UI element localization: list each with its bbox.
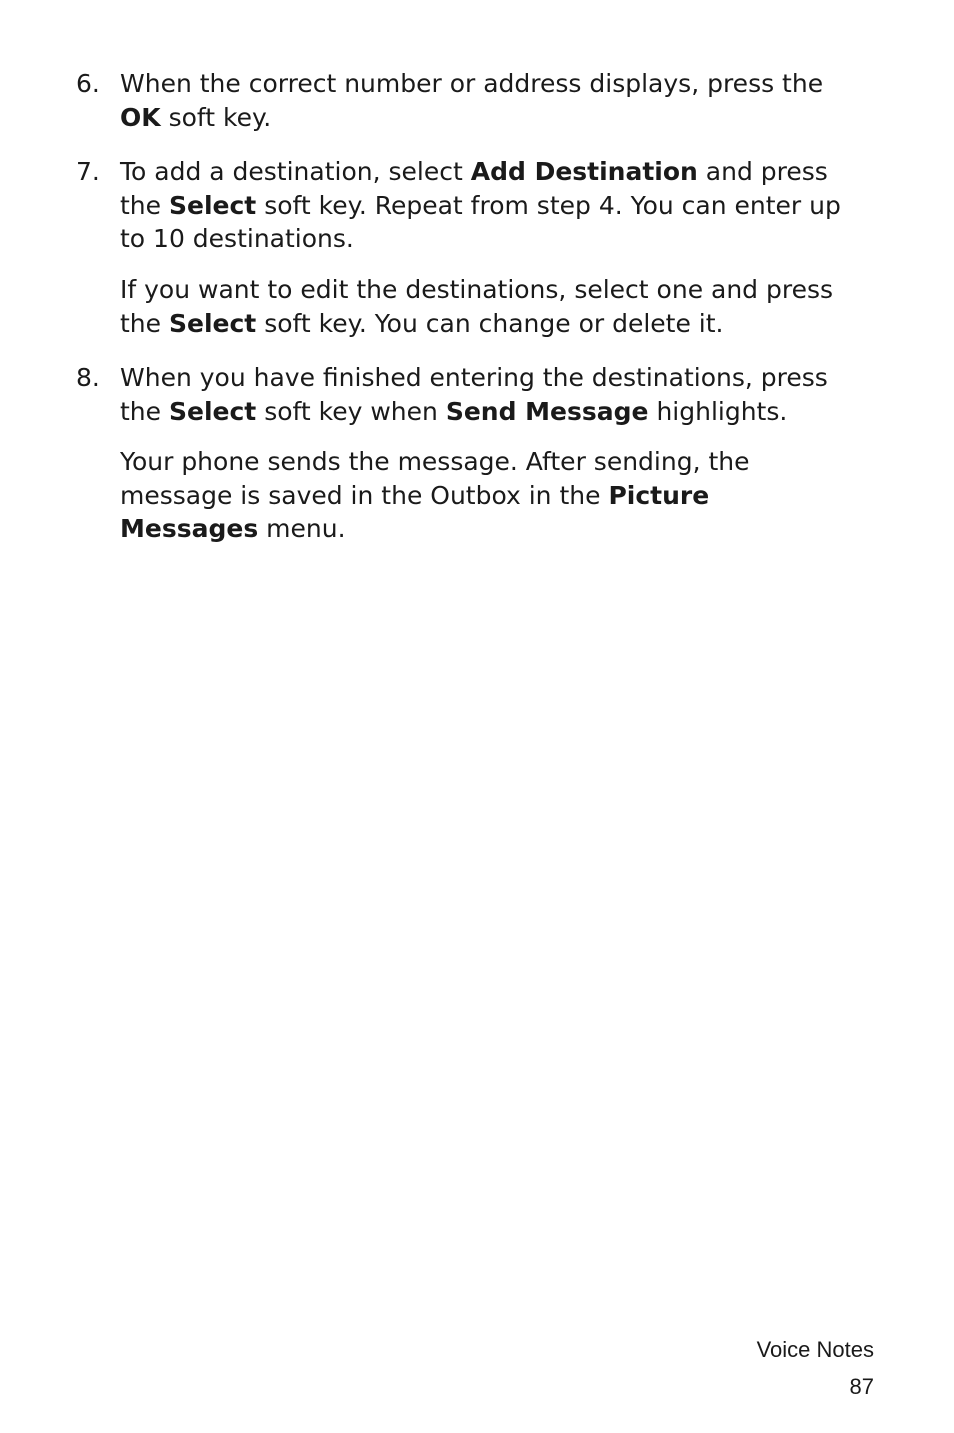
bold-term: Picture	[608, 480, 710, 510]
text-run: soft key. You can change or delete it.	[256, 308, 724, 338]
text-run: If you want to edit the destinations, select one and press	[120, 275, 834, 304]
text-line	[120, 67, 880, 101]
bold-term: OK	[120, 102, 161, 132]
text-line	[120, 101, 880, 135]
bold-term: Select	[168, 190, 257, 220]
text-run: and press	[697, 157, 828, 186]
step-body	[120, 361, 880, 543]
step-number: 7.	[76, 157, 100, 186]
bold-term: Add Destination	[470, 157, 698, 186]
text-run: soft key.	[160, 102, 272, 132]
text-run: highlights.	[648, 396, 788, 426]
text-run: When you have finished entering the destinations, press	[120, 363, 828, 392]
text-line	[120, 361, 880, 395]
text-run: the	[120, 190, 169, 220]
text-run: the	[120, 308, 169, 338]
step-paragraph	[120, 67, 880, 134]
step-number: 6.	[76, 69, 100, 98]
text-line	[120, 155, 880, 189]
text-run: the	[120, 396, 169, 426]
text-line	[120, 273, 833, 307]
step-paragraph	[120, 445, 750, 546]
text-run: Your phone sends the message. After sending, the	[120, 447, 750, 476]
step-paragraph	[120, 273, 833, 340]
text-run: soft key when	[256, 396, 446, 426]
footer-section-title: Voice Notes	[756, 1337, 874, 1362]
text-run: soft key. Repeat from step 4. You can enter up	[256, 190, 841, 220]
text-run: menu.	[258, 514, 346, 543]
text-line	[120, 395, 880, 429]
footer-page-number: 87	[849, 1374, 874, 1399]
bold-term: Select	[168, 308, 257, 338]
bold-term: Select	[168, 396, 257, 426]
bold-term: Messages	[120, 514, 259, 543]
text-line	[120, 445, 750, 479]
text-run: When the correct number or address displays, press the	[120, 69, 824, 98]
step-paragraph	[120, 361, 880, 428]
step-body	[120, 155, 880, 338]
text-line	[120, 512, 750, 546]
text-line	[120, 307, 833, 341]
step-number: 8.	[76, 363, 100, 392]
text-run: message is saved in the Outbox in the	[120, 480, 609, 510]
text-line	[120, 479, 750, 513]
text-run: To add a destination, select	[120, 157, 471, 186]
step-body	[120, 67, 880, 134]
text-line	[120, 222, 880, 256]
bold-term: Send Message	[445, 396, 649, 426]
step-paragraph	[120, 155, 880, 256]
text-run: to 10 destinations.	[120, 224, 354, 253]
text-line	[120, 189, 880, 223]
